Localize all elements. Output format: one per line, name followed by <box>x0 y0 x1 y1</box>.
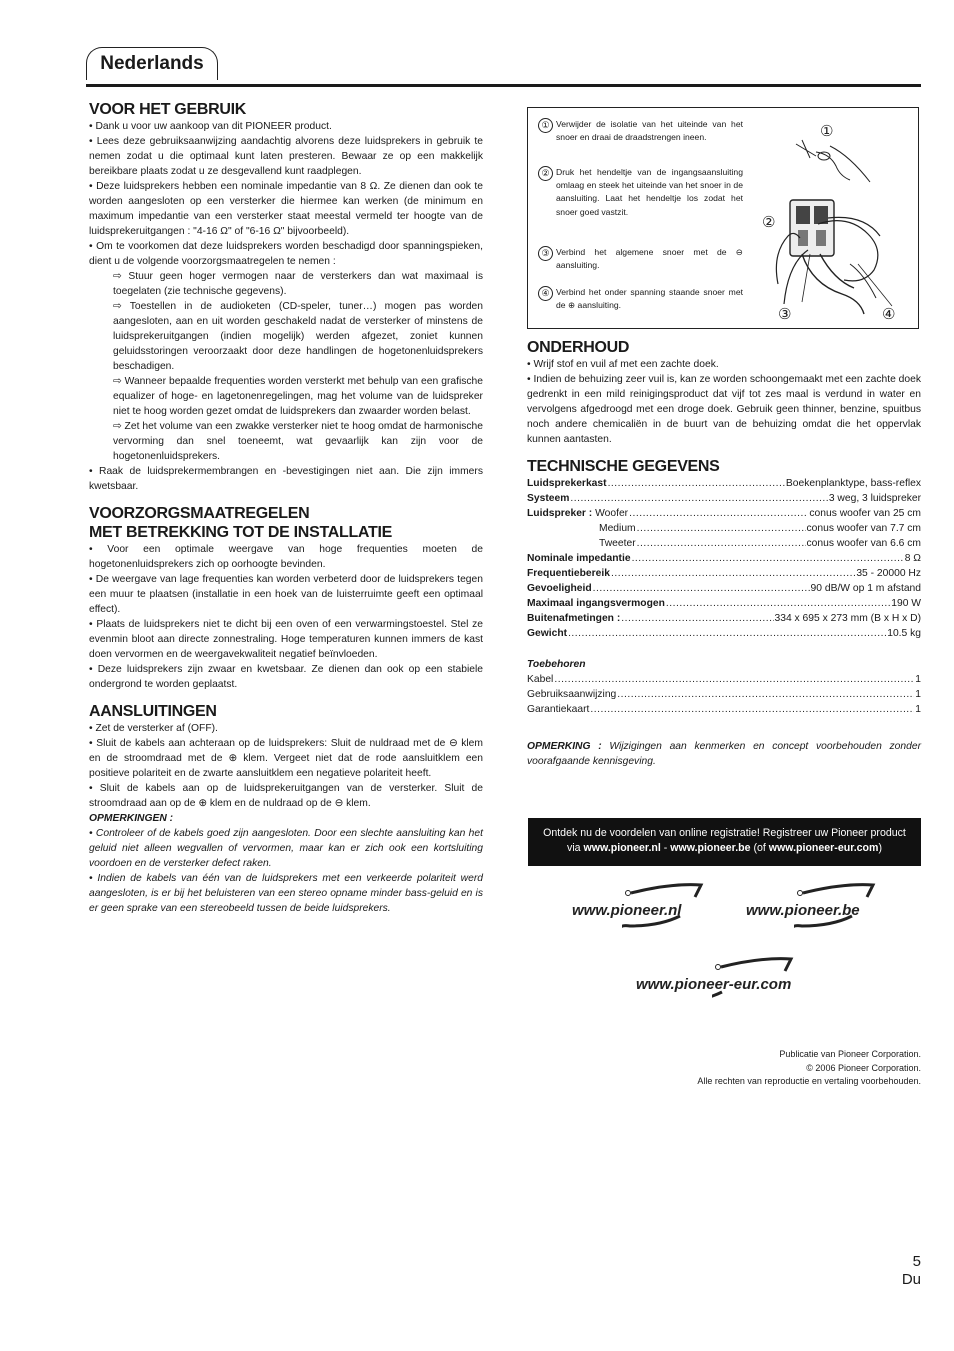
spec-value: 3 weg, 3 luidspreker <box>828 493 921 504</box>
url-pioneer-eur[interactable]: www.pioneer-eur.com <box>636 976 792 993</box>
spec-value: 35 - 20000 Hz <box>856 568 921 579</box>
section-title-voor-het-gebruik: VOOR HET GEBRUIK <box>89 101 246 118</box>
spec-value: 10.5 kg <box>887 628 921 639</box>
accessory-label: Gebruiksaanwijzing <box>527 689 617 700</box>
spec-value: 190 W <box>891 598 921 609</box>
spec-row <box>527 626 921 641</box>
spec-sublabel: Tweeter <box>599 538 636 549</box>
connection-step-1 <box>538 118 743 144</box>
spec-row <box>527 551 921 566</box>
paragraph: • Zet de versterker af (OFF). <box>89 723 218 734</box>
spec-label: Buitenafmetingen : <box>527 613 621 624</box>
note: • Controleer of de kabels goed zijn aangesloten. Door een slechte aansluiting kan het geluid niet alleen wegvallen of vervormen, maar kan er zich ook een kortsluiting voordoen en de versterker defect raken. <box>89 828 483 869</box>
step-text: Druk het hendeltje van de ingangsaansluiting omlaag en steek het uiteinde van het snoer in de aansluiting. Laat het hendeltje los zodat het snoer goed vastzit. <box>556 167 743 217</box>
paragraph: • Lees deze gebruiksaanwijzing aandachtig alvorens deze luidsprekers in gebruik te nemen zodat u die optimaal kunt laten presteren. Bewaar ze op een makkelijk bereikbare plaats zodat u ze desgevallend kunt raadplegen. <box>89 136 483 177</box>
spec-row <box>527 491 921 506</box>
spec-row <box>527 566 921 581</box>
illustration-label-3: ③ <box>778 305 792 323</box>
spec-label: Nominale impedantie <box>527 553 631 564</box>
separator: - <box>660 842 671 854</box>
accessories-title: Toebehoren <box>527 659 586 670</box>
registration-link-nl[interactable]: www.pioneer.nl <box>583 842 661 854</box>
paragraph: • Indien de behuizing zeer vuil is, kan ze worden schoongemaakt met een zachte doek gedrenkt in een mild reinigingsproduct dat vijf tot zes maal is verdund in water en vervolgens afgedroogd met een droge doek. Gebruik geen thinner, benzine, spuitbus noch andere chemicaliën in de buurt van de behuizing omdat die het oppervlak kunnen aantasten. <box>527 374 921 445</box>
step-text: Verbind het algemene snoer met de ⊖ aansluiting. <box>556 247 743 271</box>
url-pioneer-nl[interactable]: www.pioneer.nl <box>572 902 682 919</box>
spec-label: Maximaal ingangsvermogen <box>527 598 665 609</box>
spec-value: conus woofer van 6.6 cm <box>806 538 921 549</box>
spec-row <box>527 611 921 626</box>
paragraph: • Dank u voor uw aankoop van dit PIONEER product. <box>89 121 332 132</box>
paragraph: • De weergave van lage frequenties kan worden verbeterd door de luidsprekers tegen een muur te plaatsen (installatie in een hoek van de luisterruimte geeft een optimaal effect). <box>89 574 483 615</box>
section-title-voorzorg-1: VOORZORGSMAATREGELEN <box>89 505 310 522</box>
left-column <box>89 100 483 916</box>
accessory-value: 1 <box>915 704 921 715</box>
spec-value: 8 Ω <box>904 553 921 564</box>
accessory-row <box>527 672 921 687</box>
spec-label: Gevoeligheid <box>527 583 592 594</box>
remark-text: Wijzigingen aan kenmerken en concept voorbehouden zonder voorafgaande kennisgeving. <box>527 741 921 767</box>
spec-row <box>527 506 921 521</box>
spec-label: Luidsprekerkast <box>527 478 607 489</box>
step-number: ④ <box>538 286 553 301</box>
spec-row <box>527 476 921 491</box>
accessory-label: Kabel <box>527 674 554 685</box>
illustration-label-2: ② <box>762 213 776 231</box>
spec-row <box>527 581 921 596</box>
publisher-line: Publicatie van Pioneer Corporation. <box>779 1049 921 1059</box>
paragraph: • Om te voorkomen dat deze luidsprekers worden beschadigd door spanningspieken, dient u de volgende voorzorgsmaatregelen te nemen : <box>89 241 483 267</box>
sub-paragraph: ⇨ Zet het volume van een zwakke versterker niet te hoog omdat de harmonische vervorming dan snel toeneemt, wat gevaarlijk kan zijn voor de hogetonenluidsprekers. <box>113 421 483 462</box>
sub-paragraph: ⇨ Stuur geen hoger vermogen naar de versterkers dan wat maximaal is toegelaten (zie technische gegevens). <box>113 271 483 297</box>
spec-value: 90 dB/W op 1 m afstand <box>810 583 921 594</box>
illustration-label-4: ④ <box>882 305 896 323</box>
spec-sublabel: Medium <box>599 523 636 534</box>
paragraph: • Wrijf stof en vuil af met een zachte doek. <box>527 359 719 370</box>
step-number: ③ <box>538 246 553 261</box>
accessory-value: 1 <box>915 689 921 700</box>
notes-title: OPMERKINGEN : <box>89 813 174 824</box>
spec-label: Luidspreker : <box>527 508 593 519</box>
speaker-terminal-illustration <box>758 114 916 324</box>
registration-link-be[interactable]: www.pioneer.be <box>670 842 751 854</box>
accessories-table <box>527 672 921 717</box>
accessory-row <box>527 687 921 702</box>
remark <box>527 739 921 769</box>
specs-table <box>527 476 921 641</box>
registration-or: (of <box>750 842 769 854</box>
step-text: Verwijder de isolatie van het uiteinde van het snoer en draai de draadstrengen ineen. <box>556 119 743 143</box>
spec-sublabel: Woofer <box>595 508 629 519</box>
rights-line: Alle rechten van reproductie en vertaling voorbehouden. <box>697 1076 921 1086</box>
accessory-row <box>527 702 921 717</box>
accessory-value: 1 <box>915 674 921 685</box>
paragraph: • Voor een optimale weergave van hoge frequenties moeten de hogetonenluidsprekers zich op oorhoogte bevinden. <box>89 544 483 570</box>
connection-step-3 <box>538 246 743 272</box>
remark-label: OPMERKING : <box>527 741 602 752</box>
step-number: ① <box>538 118 553 133</box>
url-pioneer-be[interactable]: www.pioneer.be <box>746 902 860 919</box>
header-rule <box>86 84 921 87</box>
spec-row <box>527 536 921 551</box>
spec-row <box>527 596 921 611</box>
sub-paragraph: ⇨ Toestellen in de audioketen (CD-speler, tuner…) mogen pas worden aangesloten, aan en uit worden geschakeld nadat de versterker of minstens de luidsprekeruitgangen (indien mogelijk) werden afgezet, zoniet kunnen geluidsstoringen veroorzaakt door deze handlingen de hogetonenluidsprekers beschadigen. <box>113 301 483 372</box>
section-title-technische-gegevens: TECHNISCHE GEGEVENS <box>527 458 720 475</box>
paragraph: • Plaats de luidsprekers niet te dicht bij een oven of een verwarmingstoestel. Stel ze evenmin bloot aan directe zonnestraling. Hoge temperaturen kunnen immers de kast doen vervormen en de weergavekwaliteit negatief beïnvloeden. <box>89 619 483 660</box>
right-column <box>527 338 921 769</box>
section-title-aansluitingen: AANSLUITINGEN <box>89 703 217 720</box>
connection-instructions-box <box>527 107 919 329</box>
spec-value: 334 x 695 x 273 mm (B x H x D) <box>774 613 921 624</box>
spec-label: Frequentiebereik <box>527 568 610 579</box>
spec-value: Boekenplanktype, bass-reflex <box>785 478 921 489</box>
spec-row <box>527 521 921 536</box>
registration-link-eur[interactable]: www.pioneer-eur.com <box>768 842 879 854</box>
paragraph: • Sluit de kabels aan op de luidsprekeruitgangen van de versterker. Sluit de stroomdraad aan op de ⊕ klem en de nuldraad op de ⊖ klem. <box>89 783 483 809</box>
spec-value: conus woofer van 7.7 cm <box>806 523 921 534</box>
registration-banner <box>528 818 921 866</box>
copyright-line: © 2006 Pioneer Corporation. <box>806 1062 921 1073</box>
paragraph: • Sluit de kabels aan achteraan op de luidsprekers: Sluit de nuldraad met de ⊖ klem en de stroomdraad met de ⊕ klem. Vergeet niet dat de rode aansluitklem een positieve polariteit en de zwarte aansluitklem een negatieve polariteit heeft. <box>89 738 483 779</box>
section-title-onderhoud: ONDERHOUD <box>527 339 630 356</box>
connection-step-4 <box>538 286 743 312</box>
spec-label: Gewicht <box>527 628 568 639</box>
spec-value: conus woofer van 25 cm <box>809 508 921 519</box>
publisher-info <box>601 1048 921 1089</box>
step-number: ② <box>538 166 553 181</box>
registration-text: Ontdek nu de voordelen van online registratie! Registreer uw Pioneer product via <box>543 827 906 854</box>
paragraph: • Raak de luidsprekermembrangen en -bevestigingen niet aan. Die zijn immers kwetsbaar. <box>89 466 483 492</box>
language-tab: Nederlands <box>86 47 218 80</box>
page-number: 5 <box>912 1253 921 1270</box>
illustration-label-1: ① <box>820 122 834 140</box>
paragraph: • Deze luidsprekers hebben een nominale impedantie van 8 Ω. Ze dienen dan ook te worden aangesloten op een versterker die hiermee kan werken (de minimum en maximum impedantie van een versterker staat meestal vermeld ter hoogte van de luidsprekeruitgangen : "4-16 Ω" of "6-16 Ω" bijvoorbeeld). <box>89 181 483 237</box>
paragraph: • Deze luidsprekers zijn zwaar en kwetsbaar. Ze dienen dan ook op een stabiele ondergrond te worden geplaatst. <box>89 664 483 690</box>
language-code: Du <box>901 1271 921 1288</box>
registration-close: ) <box>878 842 882 854</box>
sub-paragraph: ⇨ Wanneer bepaalde frequenties worden versterkt met behulp van een grafische equalizer of hoge- en lagetonenregelingen, mag het volume van de luidspreker niet te hoog worden gezet omdat de luidsprekers dan zwaarder worden belast. <box>113 376 483 417</box>
page-number-block <box>902 1253 921 1289</box>
connection-step-2 <box>538 166 743 219</box>
step-text: Verbind het onder spanning staande snoer met de ⊕ aansluiting. <box>556 287 743 311</box>
section-title-voorzorg-2: MET BETREKKING TOT DE INSTALLATIE <box>89 524 392 541</box>
note: • Indien de kabels van één van de luidsprekers met een verkeerde polariteit werd aangesloten, is er bij het beluisteren van een stereo opname minder bass-geluid en is er geen sprake van een stereobeeld tussen de beide luidsprekers. <box>89 873 483 914</box>
accessory-label: Garantiekaart <box>527 704 590 715</box>
spec-label: Systeem <box>527 493 570 504</box>
